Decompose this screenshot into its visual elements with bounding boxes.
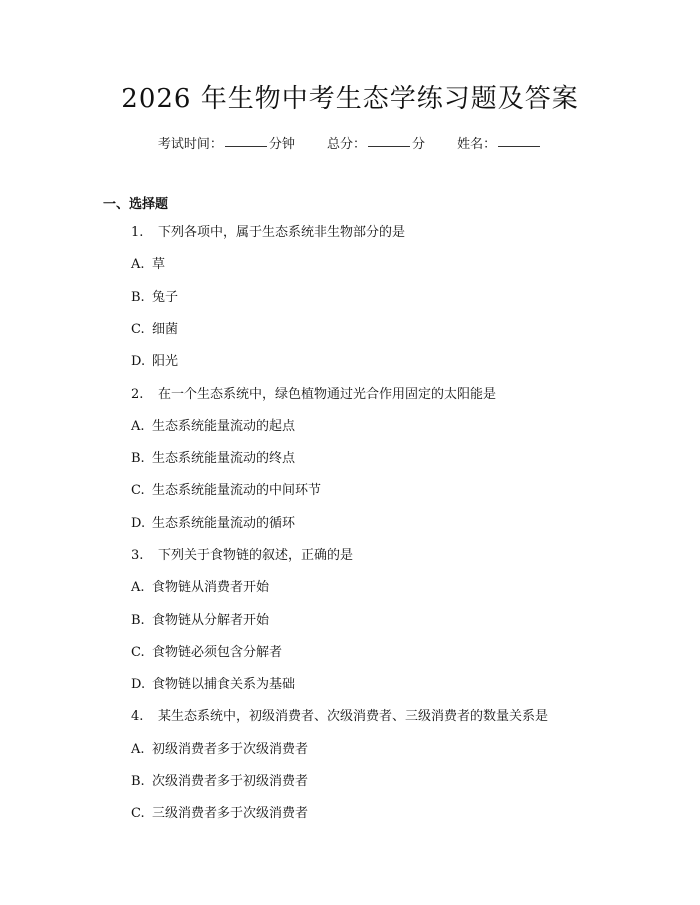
option-letter: B. xyxy=(131,451,145,466)
answer-option[interactable] xyxy=(131,320,178,340)
answer-option[interactable] xyxy=(131,611,269,631)
option-letter: D. xyxy=(131,516,146,531)
option-letter: A. xyxy=(131,419,145,434)
answer-option[interactable] xyxy=(131,417,295,437)
question-number: 4. xyxy=(131,709,144,724)
question-stem xyxy=(131,546,353,566)
question-stem xyxy=(131,385,496,405)
option-letter: C. xyxy=(131,483,145,498)
exam-time-blank xyxy=(225,145,267,147)
answer-option[interactable] xyxy=(131,772,308,792)
option-text: 次级消费者多于初级消费者 xyxy=(152,774,309,789)
exam-time-field xyxy=(158,133,295,152)
answer-option[interactable] xyxy=(131,255,165,275)
answer-option[interactable] xyxy=(131,449,295,469)
option-letter: C. xyxy=(131,806,145,821)
section-heading: 一、选择题 xyxy=(103,197,169,212)
question-stem xyxy=(131,223,405,243)
option-text: 食物链从消费者开始 xyxy=(152,580,270,595)
option-text: 生态系统能量流动的中间环节 xyxy=(152,483,322,498)
option-text: 初级消费者多于次级消费者 xyxy=(152,742,309,757)
answer-option[interactable] xyxy=(131,481,321,501)
answer-option[interactable] xyxy=(131,675,295,695)
student-name-field xyxy=(457,133,542,152)
total-score-blank xyxy=(368,145,410,147)
question-number: 3. xyxy=(131,548,144,563)
answer-option[interactable] xyxy=(131,643,282,663)
option-text: 食物链从分解者开始 xyxy=(152,613,270,628)
total-score-unit: 分 xyxy=(412,137,426,152)
option-text: 生态系统能量流动的循环 xyxy=(152,516,296,531)
option-text: 食物链必须包含分解者 xyxy=(152,645,283,660)
option-letter: C. xyxy=(131,645,145,660)
answer-option[interactable] xyxy=(131,352,178,372)
exam-time-unit: 分钟 xyxy=(268,137,295,152)
question-text: 下列各项中，属于生态系统非生物部分的是 xyxy=(158,225,406,240)
student-name-blank xyxy=(498,145,540,147)
question-text: 在一个生态系统中，绿色植物通过光合作用固定的太阳能是 xyxy=(158,387,497,402)
answer-option[interactable] xyxy=(131,804,308,824)
option-text: 生态系统能量流动的终点 xyxy=(152,451,296,466)
option-text: 三级消费者多于次级消费者 xyxy=(152,806,309,821)
exam-time-label: 考试时间： xyxy=(157,137,223,152)
option-letter: D. xyxy=(131,677,146,692)
total-score-field xyxy=(327,133,425,152)
question-text: 某生态系统中，初级消费者、次级消费者、三级消费者的数量关系是 xyxy=(158,709,549,724)
option-text: 兔子 xyxy=(152,290,179,305)
question-text: 下列关于食物链的叙述，正确的是 xyxy=(158,548,354,563)
option-letter: A. xyxy=(131,257,145,272)
page-title: 2026 年生物中考生态学练习题及答案 xyxy=(121,84,579,114)
option-letter: A. xyxy=(131,742,145,757)
answer-option[interactable] xyxy=(131,740,308,760)
student-name-label: 姓名： xyxy=(457,137,497,152)
answer-option[interactable] xyxy=(131,578,269,598)
option-letter: C. xyxy=(131,322,145,337)
option-letter: B. xyxy=(131,290,145,305)
question-stem xyxy=(131,707,548,727)
option-letter: D. xyxy=(131,354,146,369)
option-text: 草 xyxy=(152,257,166,272)
option-text: 生态系统能量流动的起点 xyxy=(152,419,296,434)
option-letter: A. xyxy=(131,580,145,595)
option-text: 阳光 xyxy=(152,354,179,369)
question-number: 1. xyxy=(131,225,144,240)
total-score-label: 总分： xyxy=(326,137,366,152)
answer-option[interactable] xyxy=(131,288,178,308)
exam-meta xyxy=(0,133,700,152)
option-letter: B. xyxy=(131,613,145,628)
option-text: 食物链以捕食关系为基础 xyxy=(152,677,296,692)
option-letter: B. xyxy=(131,774,145,789)
answer-option[interactable] xyxy=(131,514,295,534)
question-number: 2. xyxy=(131,387,144,402)
option-text: 细菌 xyxy=(152,322,179,337)
